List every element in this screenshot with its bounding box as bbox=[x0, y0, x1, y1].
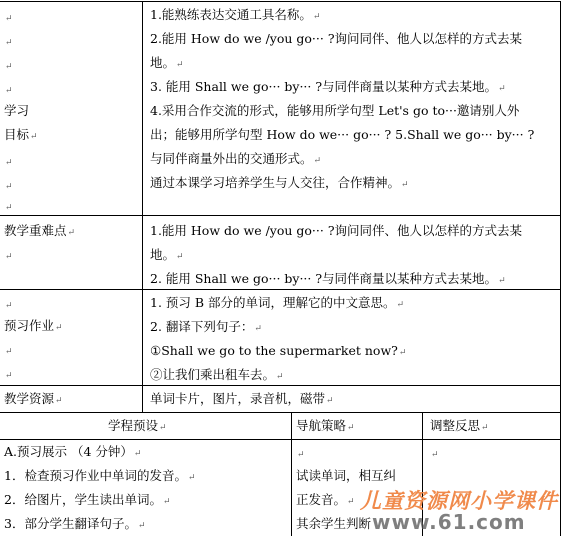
goals-label-line1: 学习 bbox=[4, 103, 30, 118]
paragraph-mark: ↵ bbox=[5, 182, 13, 192]
paragraph-mark: ↵ bbox=[297, 450, 305, 460]
process-design-line: 3．部分学生翻译句子。↵ bbox=[4, 516, 146, 531]
process-header-strategy: 导航策略↵ bbox=[296, 418, 355, 433]
process-design-line: 1．检查预习作业中单词的发音。↵ bbox=[4, 468, 196, 483]
watermark-domain: www.61.com bbox=[372, 510, 526, 534]
row-divider-goals bbox=[0, 215, 561, 216]
keypoint-line: 1.能用 How do we /you go··· ?询问同伴、他人以怎样的方式去某 bbox=[150, 223, 523, 238]
goal-line: 3. 能用 Shall we go··· by··· ?与同伴商量以某种方式去某地。↵ bbox=[150, 79, 506, 94]
keypoints-label: 教学重难点↵ bbox=[4, 223, 76, 238]
process-header-reflection: 调整反思↵ bbox=[430, 418, 489, 433]
goals-label-line2: 目标↵ bbox=[4, 127, 38, 142]
label-column-divider bbox=[142, 1, 143, 412]
paragraph-mark: ↵ bbox=[5, 371, 13, 381]
paragraph-mark: ↵ bbox=[5, 62, 13, 72]
preview-line: 2. 翻译下列句子：↵ bbox=[150, 319, 262, 334]
goal-line: 4.采用合作交流的形式，能够用所学句型 Let's go to···邀请别人外 bbox=[150, 103, 520, 118]
paragraph-mark: ↵ bbox=[5, 347, 13, 357]
keypoint-line: 地。↵ bbox=[150, 247, 184, 262]
paragraph-mark: ↵ bbox=[5, 252, 13, 262]
goal-line: 出；能够用所学句型 How do we··· go··· ? 5.Shall we go··· by··· ? bbox=[150, 127, 535, 142]
resources-label: 教学资源↵ bbox=[4, 391, 63, 406]
watermark-text: 儿童资源网小学课件 bbox=[360, 489, 558, 513]
process-column-divider-1 bbox=[291, 412, 292, 536]
paragraph-mark: ↵ bbox=[5, 301, 13, 311]
keypoint-line: 2. 能用 Shall we go··· by··· ?与同伴商量以某种方式去某地。↵ bbox=[150, 271, 506, 286]
goal-line: 与同伴商量外出的交通形式。↵ bbox=[150, 151, 322, 166]
preview-line: ①Shall we go to the supermarket now?↵ bbox=[150, 343, 407, 358]
goal-line: 1.能熟练表达交通工具名称。↵ bbox=[150, 7, 321, 22]
paragraph-mark: ↵ bbox=[5, 158, 13, 168]
row-divider-process-header bbox=[0, 439, 561, 440]
goal-line: 地。↵ bbox=[150, 55, 184, 70]
paragraph-mark: ↵ bbox=[5, 38, 13, 48]
process-header-design: 学程预设↵ bbox=[108, 418, 167, 433]
paragraph-mark: ↵ bbox=[431, 450, 439, 460]
table-top-border bbox=[0, 1, 561, 2]
goal-line: 2.能用 How do we /you go··· ?询问同伴、他人以怎样的方式去某 bbox=[150, 31, 523, 46]
process-design-line: A.预习展示 （4 分钟）↵ bbox=[4, 444, 142, 459]
paragraph-mark: ↵ bbox=[5, 203, 13, 213]
process-strategy-line: 正发音。↵ bbox=[296, 492, 355, 507]
goal-line: 通过本课学习培养学生与人交往，合作精神。↵ bbox=[150, 175, 409, 190]
preview-label: 预习作业↵ bbox=[4, 318, 63, 333]
preview-line: 1. 预习 B 部分的单词，理解它的中文意思。↵ bbox=[150, 295, 405, 310]
process-strategy-line: 试读单词，相互纠 bbox=[296, 468, 397, 483]
paragraph-mark: ↵ bbox=[5, 86, 13, 96]
process-design-line: 2．给图片，学生读出单词。↵ bbox=[4, 492, 171, 507]
preview-line: ②让我们乘出租车去。↵ bbox=[150, 367, 284, 382]
process-strategy-line: 其余学生判断 bbox=[296, 516, 372, 531]
resources-value: 单词卡片，图片，录音机，磁带↵ bbox=[150, 391, 334, 406]
row-divider-resources bbox=[0, 412, 561, 413]
paragraph-mark: ↵ bbox=[5, 14, 13, 24]
